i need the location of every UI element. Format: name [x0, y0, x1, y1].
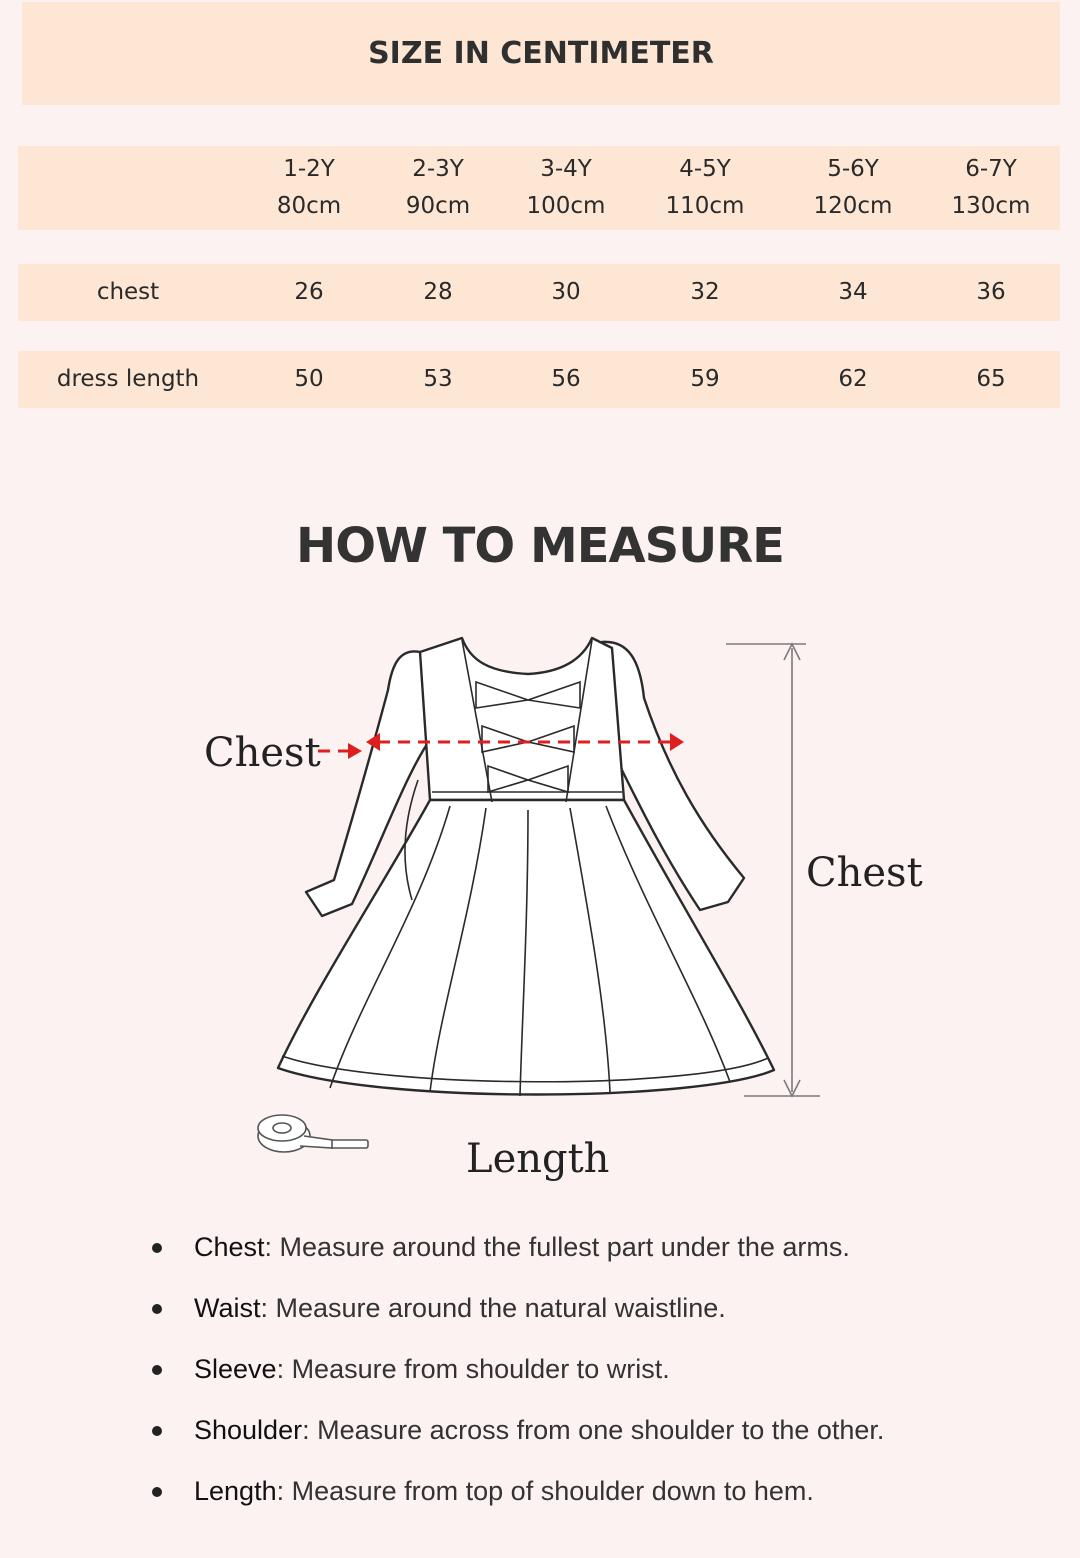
age-label: 4-5Y [679, 156, 731, 182]
table-cell: 36 [976, 279, 1006, 305]
list-item [150, 1283, 1030, 1344]
age-label: 1-2Y [283, 156, 335, 182]
bullet-icon [152, 1243, 162, 1253]
dress-measure-diagram [0, 620, 1080, 1200]
list-item [150, 1405, 1030, 1466]
size-column-header [783, 146, 923, 230]
length-label: Length [466, 1136, 610, 1182]
table-cell: 56 [551, 366, 581, 392]
guide-text: : Measure around the fullest part under the arms. [264, 1232, 850, 1262]
table-cell: 65 [976, 366, 1006, 392]
height-label: 80cm [276, 193, 342, 219]
height-label: 130cm [951, 193, 1031, 219]
height-label: 110cm [665, 193, 745, 219]
list-item [150, 1466, 1030, 1527]
guide-term: Shoulder [194, 1415, 303, 1445]
size-column-header [496, 146, 636, 230]
guide-term: Waist [194, 1293, 261, 1323]
chest-label-right: Chest [806, 850, 923, 896]
age-label: 5-6Y [827, 156, 879, 182]
size-column-header [368, 146, 508, 230]
guide-term: Sleeve [194, 1354, 277, 1384]
size-column-header [921, 146, 1061, 230]
dress-illustration [278, 638, 774, 1095]
table-cell: 28 [423, 279, 453, 305]
bullet-icon [152, 1304, 162, 1314]
table-cell: 59 [690, 366, 720, 392]
size-banner [22, 2, 1060, 105]
chest-label-left: Chest [204, 730, 321, 776]
height-label: 100cm [526, 193, 606, 219]
how-to-measure-title: HOW TO MEASURE [296, 518, 784, 574]
size-table-header [18, 146, 1060, 230]
list-item [150, 1344, 1030, 1405]
age-label: 2-3Y [412, 156, 464, 182]
table-cell: 30 [551, 279, 581, 305]
measuring-tape-icon [258, 1115, 368, 1152]
guide-text: : Measure around the natural waistline. [260, 1293, 726, 1323]
row-label: dress length [56, 366, 200, 392]
table-cell: 50 [294, 366, 324, 392]
guide-term: Length [194, 1476, 277, 1506]
size-column-header [635, 146, 775, 230]
row-label: chest [96, 279, 160, 305]
size-column-header [239, 146, 379, 230]
table-cell: 53 [423, 366, 453, 392]
bullet-icon [152, 1365, 162, 1375]
guide-text: : Measure across from one shoulder to the other. [302, 1415, 885, 1445]
list-item [150, 1222, 1030, 1283]
age-label: 3-4Y [540, 156, 592, 182]
guide-term: Chest [194, 1232, 265, 1262]
table-row-chest [18, 264, 1060, 321]
table-cell: 26 [294, 279, 324, 305]
guide-text: : Measure from top of shoulder down to hem. [276, 1476, 814, 1506]
table-cell: 32 [690, 279, 720, 305]
banner-title: SIZE IN CENTIMETER [368, 36, 714, 71]
height-label: 90cm [405, 193, 471, 219]
table-row-dress-length [18, 351, 1060, 408]
measure-guide-list [150, 1222, 1030, 1527]
bullet-icon [152, 1426, 162, 1436]
bullet-icon [152, 1487, 162, 1497]
age-label: 6-7Y [965, 156, 1017, 182]
guide-text: : Measure from shoulder to wrist. [276, 1354, 670, 1384]
table-cell: 62 [838, 366, 868, 392]
height-label: 120cm [813, 193, 893, 219]
table-cell: 34 [838, 279, 868, 305]
